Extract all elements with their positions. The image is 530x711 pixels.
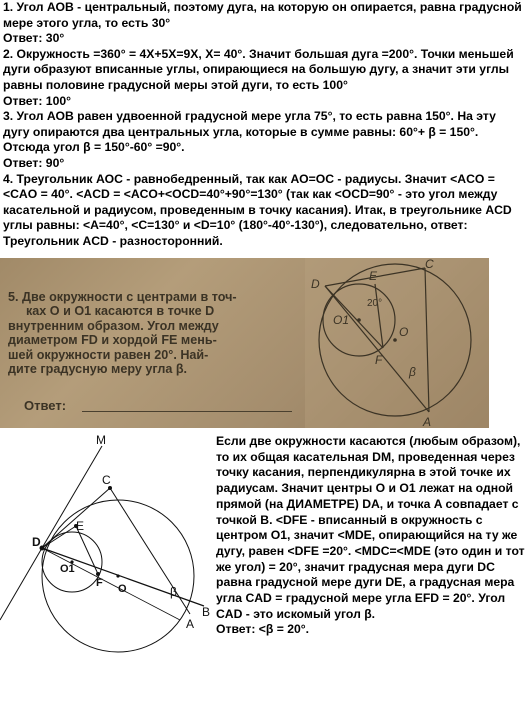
solution-answer: Ответ: <β = 20°. (216, 622, 310, 637)
solution-block (216, 434, 526, 638)
photo-label-D: D (311, 277, 320, 291)
answers-block (3, 0, 525, 250)
photo-label-angle: 20° (367, 298, 383, 309)
solution-text: Если две окружности касаются (любым образом), то их общая касательная DM, проведенная через точку касания, перпендикулярна в этой точке их радиусам. Значит центры O и O1 лежат на одной прямой (на ДИАМЕТРЕ) DA, и точка A совпадает с точкой B. <DFE - вписанный в окружность с центром O1, значит <MDE, опирающийся на ту же дугу, равен <DFE =20°. <MDC=<MDE (это один и тот же угол) = 20°, значит градусная мера дуги DC равна градусной мере дуги DE, а градусная мера угла CAD = градусной мере угла EFD = 20°. Угол CAD - это искомый угол β. (216, 434, 525, 621)
problem-line-2: ках O и O1 касаются в точке D (26, 304, 215, 319)
answer-2-result: Ответ: 100° (3, 93, 72, 108)
fig-label-O: O (118, 583, 127, 595)
fig-label-E: E (76, 519, 85, 533)
problem-number: 5. (8, 290, 19, 304)
answer-line (82, 411, 292, 412)
solution-figure (0, 430, 214, 711)
chord-DE (42, 526, 76, 548)
fig-label-O1: O1 (60, 563, 75, 575)
problem-line-5: шей окружности равен 20°. Най- (8, 347, 209, 362)
fig-label-C: C (102, 473, 111, 487)
problem-statement (8, 290, 300, 376)
problem-line-4: диаметром FD и хордой FE мень- (8, 333, 217, 348)
textbook-photo (0, 258, 489, 428)
answer-label: Ответ: (24, 398, 67, 413)
photo-figure (305, 258, 489, 428)
fig-label-A: A (186, 617, 195, 631)
answer-2-text: 2. Окружность =360° = 4X+5X=9X, X= 40°. Значит большая дуга =200°. Точки меньшей дуги образуют вписанные углы, опирающиеся на большую дугу, а значит эти углы равны половине градусной меры этой дуги, то есть 100° (3, 46, 514, 92)
photo-label-O: O (399, 325, 409, 339)
photo-label-beta: β (409, 365, 416, 379)
problem-line-1: 5. Две окружности с центрами в точ- (8, 290, 237, 304)
fig-label-M: M (96, 433, 106, 447)
photo-label-A: A (423, 415, 432, 428)
photo-label-C: C (425, 258, 434, 271)
photo-label-F: F (375, 353, 383, 367)
chord-DC (42, 488, 110, 548)
photo-label-E: E (369, 269, 378, 283)
problem-line-3: внутренним образом. Угол между (8, 318, 219, 333)
line-D-lower (42, 548, 180, 620)
chord-EF (76, 526, 98, 574)
answer-3-text: 3. Угол АОВ равен удвоенной градусной мере угла 75°, то есть равна 150°. На эту дугу опираются два центральных угла, которые в сумме равны: 60°+ β = 150°. Отсюда угол β = 150°-60° =90°. (3, 109, 496, 155)
fig-label-beta: β (170, 585, 177, 599)
answer-1-result: Ответ: 30° (3, 31, 65, 46)
tangent-DM (42, 446, 102, 548)
photo-label-O1: O1 (333, 313, 350, 327)
problem-line-6: дите градусную меру угла β. (8, 362, 188, 377)
fig-label-B: B (202, 605, 211, 619)
answer-4-text: 4. Треугольник АОС - равнобедренный, так как АО=ОС - радиусы. Значит <ACO = <CAO = 40°. <ACD = <ACO+<OCD=40°+90°=130° (так как <OCD=90° - это угол между касательной и радиусом, проведенным в точку касания). Итак, в треугольнике ACD углы равны: <A=40°, <C=130° и <D=10° (180°-40°-130°), следовательно, ответ: Треугольник ACD - разносторонний. (3, 171, 512, 248)
answer-1-text: 1. Угол АОВ - центральный, поэтому дуга, на которую он опирается, равна градусной мере этого угла, то есть 30° (3, 0, 522, 30)
tangent-extension (0, 548, 42, 620)
answer-3-result: Ответ: 90° (3, 155, 65, 170)
fig-label-F: F (96, 577, 103, 589)
fig-label-D: D (32, 535, 41, 549)
